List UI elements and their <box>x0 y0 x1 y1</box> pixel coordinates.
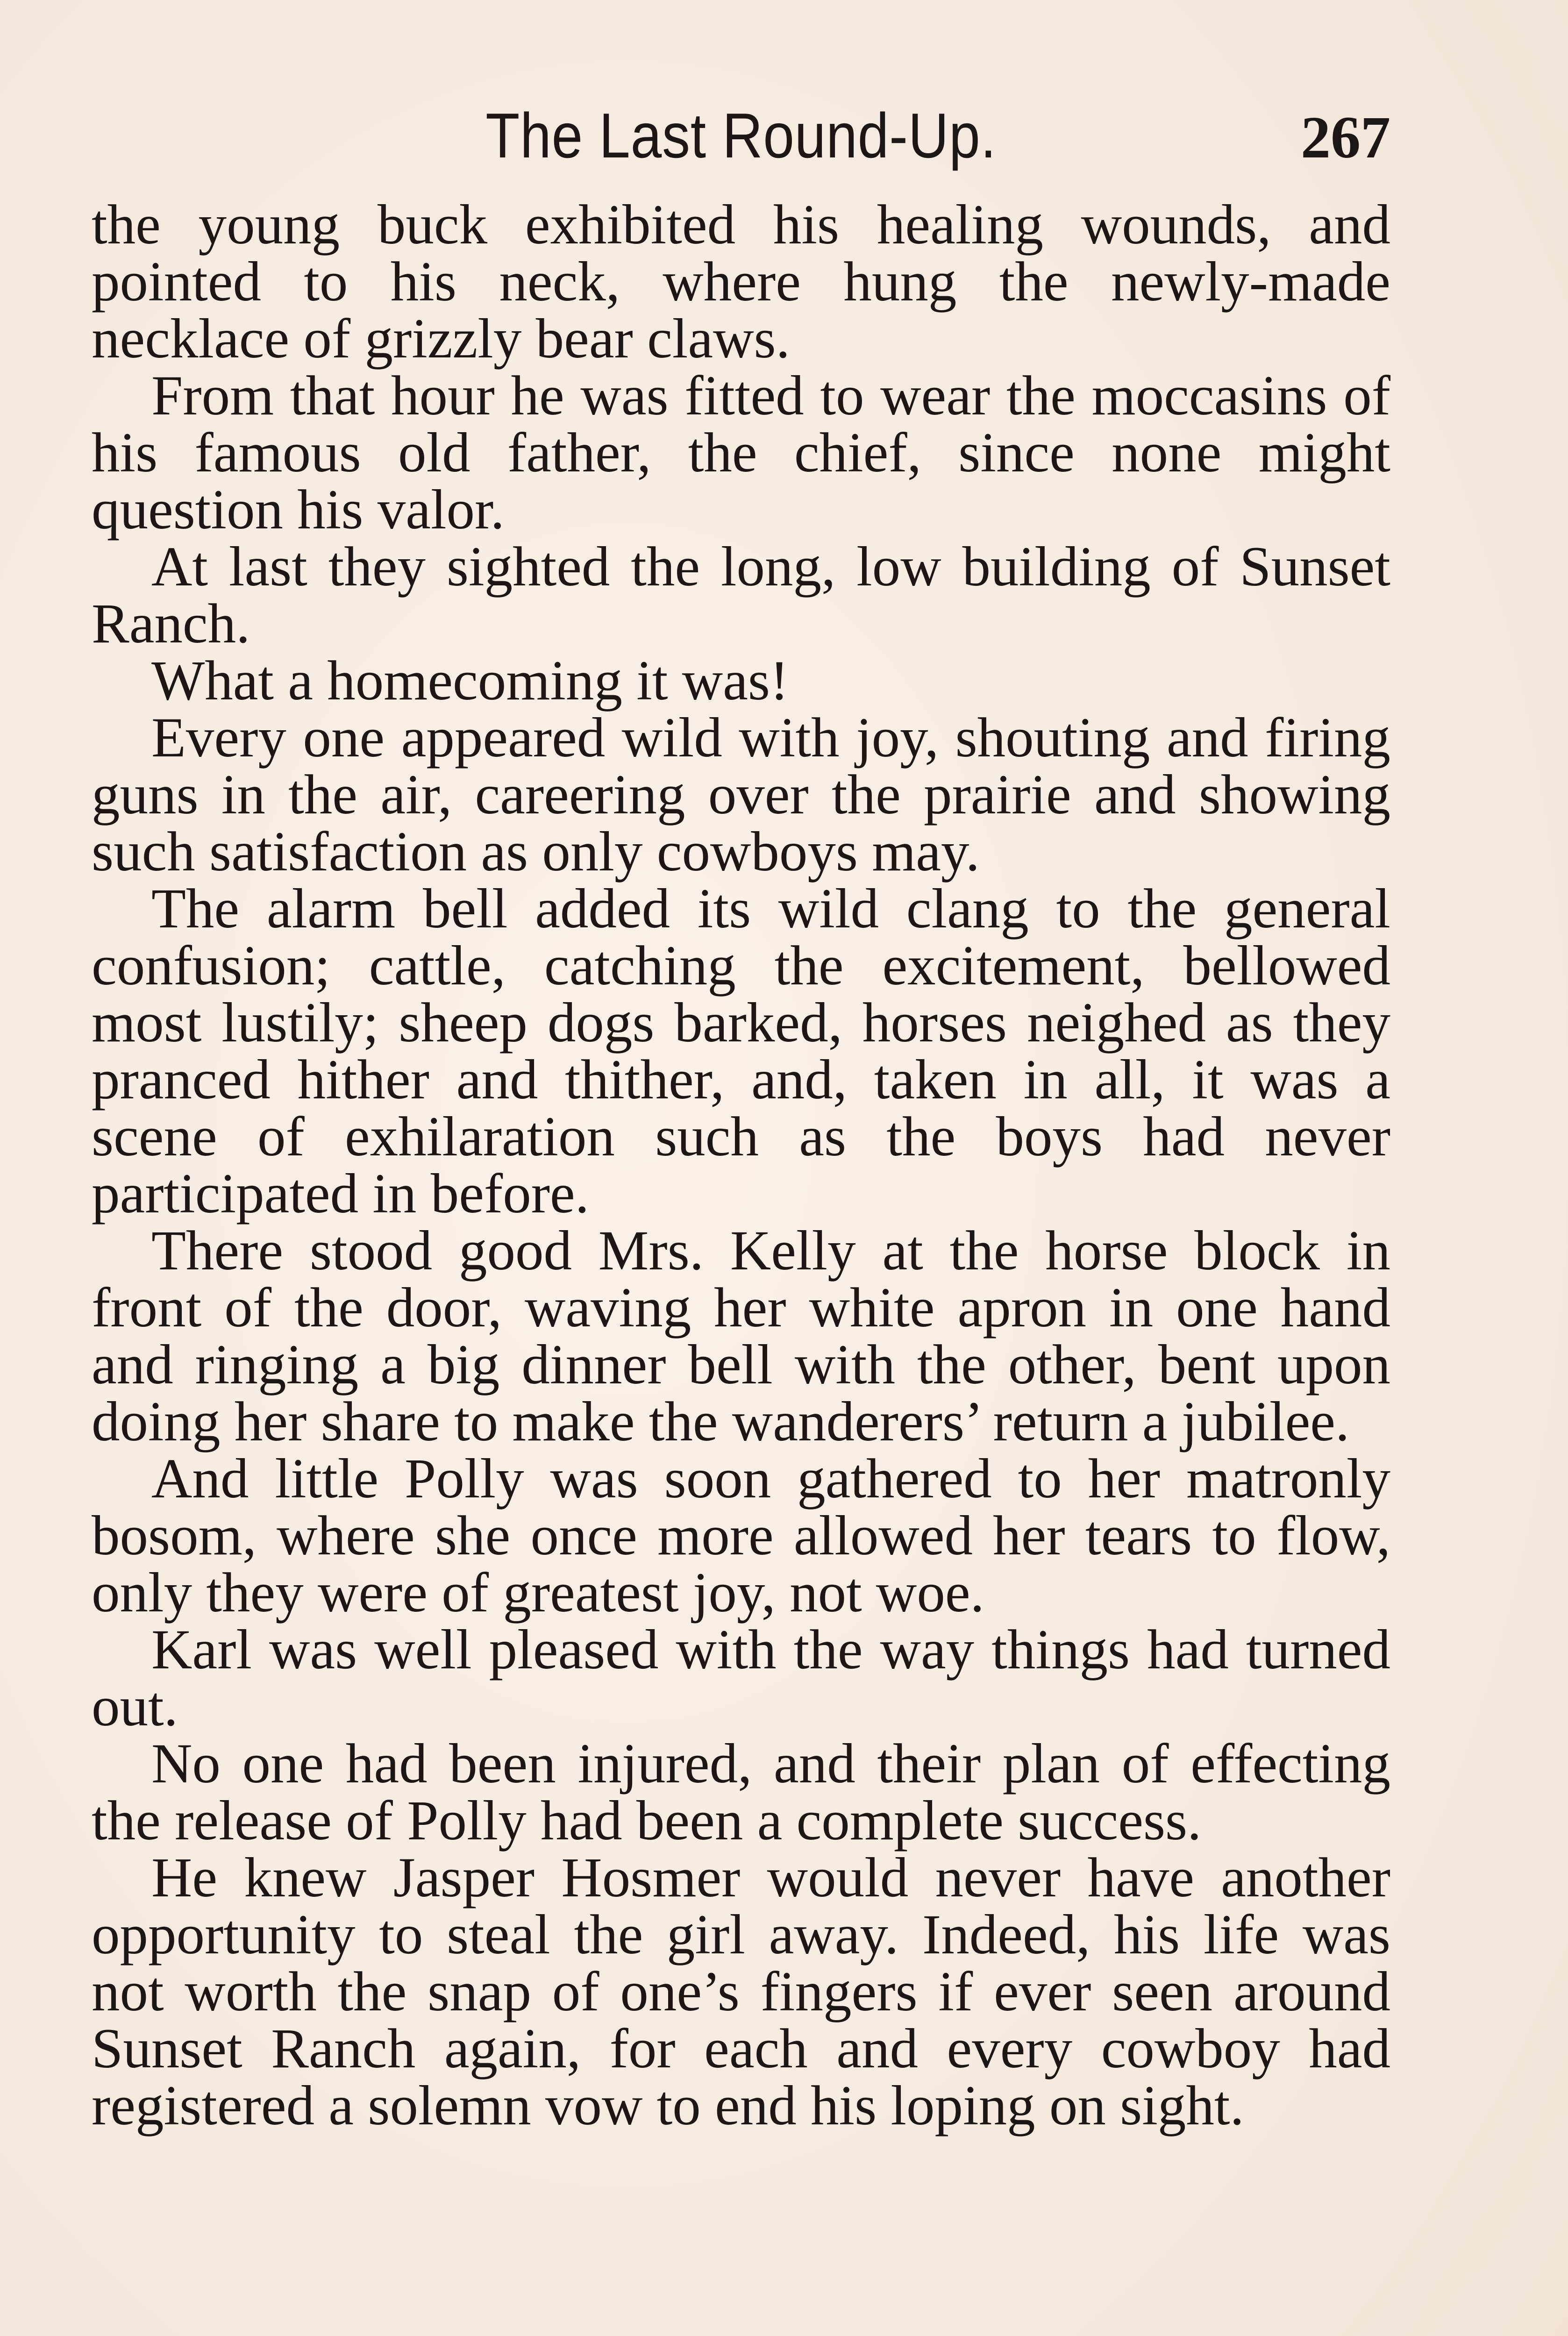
paragraph: What a homecoming it was! <box>151 649 789 712</box>
paragraph: Karl was well pleased with the way things had turned out. <box>92 1618 1390 1738</box>
page-number: 267 <box>1301 104 1390 171</box>
paragraph: And little Polly was soon gathered to her matronly bosom, where she once more allowed her tears to flow, only they were of greatest joy, not woe. <box>92 1447 1390 1624</box>
paragraph-continued: the young buck exhibited his healing wounds, and pointed to his neck, where hung the newly-made necklace of grizzly bear claws. <box>92 193 1390 370</box>
paragraph: From that hour he was fitted to wear the moccasins of his famous old father, the chief, since none might question his valor. <box>92 364 1390 541</box>
paragraph: The alarm bell added its wild clang to the general confusion; cattle, catching the excitement, bellowed most lustily; sheep dogs barked, horses neighed as they pranced hither and thither, and, taken in all, it was a scene of exhilaration such as the boys had never participated in before. <box>92 877 1390 1225</box>
paragraph: At last they sighted the long, low building of Sunset Ranch. <box>92 535 1390 655</box>
paragraph: There stood good Mrs. Kelly at the horse block in front of the door, waving her white apron in one hand and ringing a big dinner bell with the other, bent upon doing her share to make the wanderers’ return a jubilee. <box>92 1219 1390 1453</box>
running-head <box>92 100 1390 171</box>
paragraph: No one had been injured, and their plan of effecting the release of Polly had been a complete success. <box>92 1732 1390 1852</box>
running-title: The Last Round-Up. <box>485 100 997 171</box>
body-text <box>92 193 1390 2137</box>
paragraph: Every one appeared wild with joy, shouting and firing guns in the air, careering over the prairie and showing such satisfaction as only cowboys may. <box>92 706 1390 883</box>
paragraph: He knew Jasper Hosmer would never have another opportunity to steal the girl away. Indeed, his life was not worth the snap of one’s fingers if ever seen around Sunset Ranch again, for each and every cowboy had registered a solemn vow to end his loping on sight. <box>92 1846 1390 2137</box>
